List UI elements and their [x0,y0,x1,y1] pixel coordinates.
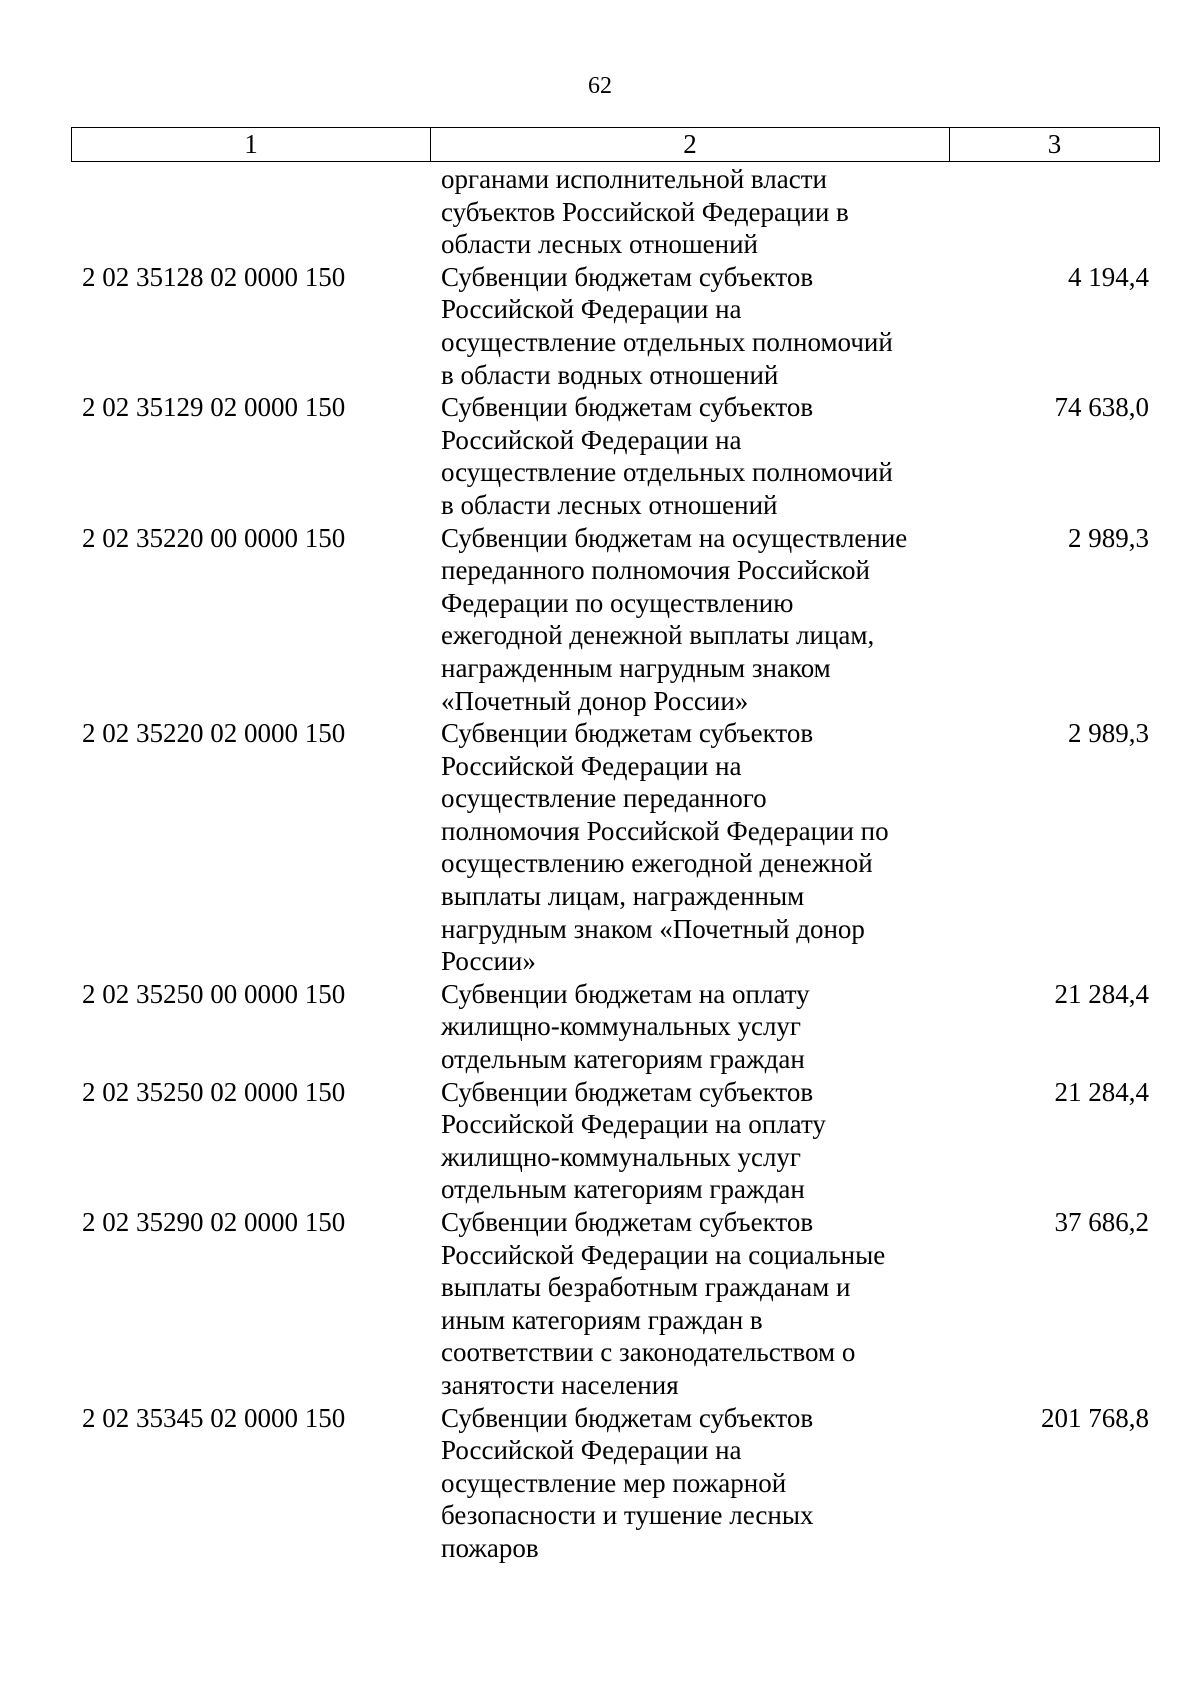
budget-code: 2 02 35250 00 0000 150 [82,978,346,1009]
budget-code: 2 02 35220 00 0000 150 [82,522,346,553]
table-row [71,1402,1160,1565]
amount: 2 989,3 [1068,522,1149,553]
revenue-name: Субвенции бюджетам субъектов Российской Федерации на оплату жилищно-коммунальных услуг отдельным категориям граждан [441,1076,826,1205]
table-header-row [71,127,1160,162]
table-row [71,1206,1160,1402]
amount: 21 284,4 [1054,1076,1149,1107]
table-row [71,163,1160,261]
table-row [71,1076,1160,1206]
amount: 37 686,2 [1054,1207,1149,1237]
revenue-name: Субвенции бюджетам субъектов Российской Федерации на осуществление отдельных полномочий в области лесных отношений [441,392,893,520]
budget-code: 2 02 35129 02 0000 150 [82,392,346,423]
revenue-name: Субвенции бюджетам субъектов Российской Федерации на осуществление мер пожарной безопасности и тушение лесных пожаров [441,1402,814,1563]
revenue-name: Субвенции бюджетам на оплату жилищно-коммунальных услуг отдельным категориям граждан [441,978,810,1075]
table-body [71,163,1160,1565]
revenue-name: Субвенции бюджетам на осуществление переданного полномочия Российской Федерации по осуществлению ежегодной денежной выплаты лицам, награжденным нагрудным знаком «Почетный донор России» [441,522,908,716]
revenue-name: Субвенции бюджетам субъектов Российской Федерации на осуществление переданного полномочия Российской Федерации по осуществлению ежегодной денежной выплаты лицам, награжденным нагрудным знаком «Почетный донор России» [441,718,889,977]
budget-code: 2 02 35220 02 0000 150 [82,718,346,749]
amount: 201 768,8 [1041,1402,1149,1433]
budget-code: 2 02 35290 02 0000 150 [82,1207,346,1237]
page-number: 62 [588,73,612,99]
revenue-name: органами исполнительной власти субъектов Российской Федерации в области лесных отношений [441,164,849,260]
table-row [71,717,1160,978]
amount: 2 989,3 [1068,718,1149,749]
budget-code: 2 02 35250 02 0000 150 [82,1076,346,1107]
budget-code: 2 02 35128 02 0000 150 [82,261,346,292]
table-row [71,391,1160,521]
budget-code: 2 02 35345 02 0000 150 [82,1402,346,1433]
revenue-name: Субвенции бюджетам субъектов Российской Федерации на осуществление отдельных полномочий в области водных отношений [441,261,893,390]
table-row [71,978,1160,1076]
column-header-3: 3 [1047,129,1062,159]
column-header-1: 1 [72,128,431,161]
amount: 4 194,4 [1068,261,1149,292]
table-row [71,522,1160,718]
column-header-2: 2 [431,128,950,161]
table-row [71,261,1160,391]
amount: 21 284,4 [1054,978,1149,1009]
revenue-name: Субвенции бюджетам субъектов Российской Федерации на социальные выплаты безработным гражданам и иным категориям граждан в соответствии с законодательством о занятости населения [441,1207,886,1400]
amount: 74 638,0 [1054,392,1149,423]
